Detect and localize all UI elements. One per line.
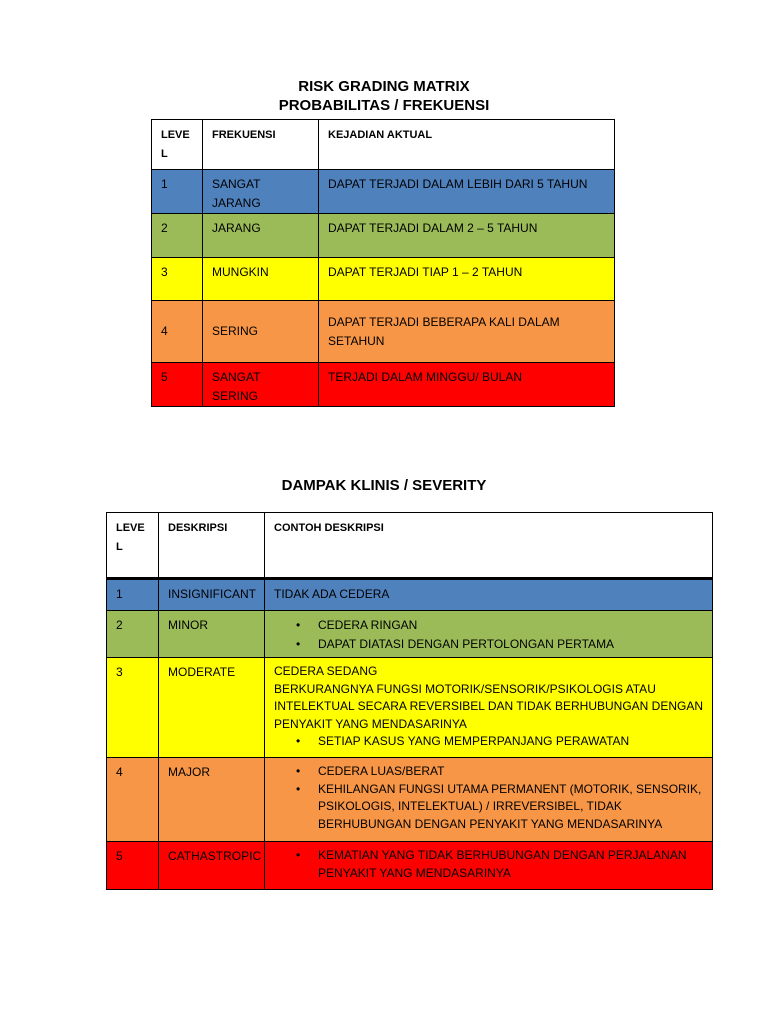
bullet-item: • KEHILANGAN FUNGSI UTAMA PERMANENT (MOTORIK, SENSORIK, PSIKOLOGIS, INTELEKTUAL) / IRREVERSIBEL, TIDAK BERHUBUNGAN DENGAN PENYAKIT YANG MENDASARINYA bbox=[318, 781, 703, 834]
table-row bbox=[152, 214, 615, 258]
example-cell bbox=[265, 758, 713, 842]
description-cell: CATHASTROPIC bbox=[159, 842, 265, 890]
bullet-item: • DAPAT DIATASI DENGAN PERTOLONGAN PERTAMA bbox=[318, 635, 703, 654]
frequency-cell: MUNGKIN bbox=[203, 258, 319, 301]
frequency-header: FREKUENSI bbox=[203, 120, 319, 170]
example-header: CONTOH DESKRIPSI bbox=[265, 513, 713, 579]
description-cell: INSIGNIFICANT bbox=[159, 579, 265, 611]
example-line: CEDERA SEDANG bbox=[274, 664, 378, 678]
severity-title: DAMPAK KLINIS / SEVERITY bbox=[281, 477, 487, 494]
example-bullets bbox=[274, 616, 703, 654]
frequency-cell: SERING bbox=[203, 301, 319, 363]
example-bullets bbox=[274, 733, 703, 751]
event-cell: DAPAT TERJADI TIAP 1 – 2 TAHUN bbox=[319, 258, 615, 301]
example-cell bbox=[265, 658, 713, 758]
example-bullets bbox=[274, 763, 703, 833]
example-cell bbox=[265, 579, 713, 611]
description-cell: MAJOR bbox=[159, 758, 265, 842]
matrix-title: RISK GRADING MATRIX bbox=[298, 78, 470, 95]
table-header-row bbox=[152, 120, 615, 170]
level-cell: 1 bbox=[152, 170, 203, 214]
table-row bbox=[107, 579, 713, 611]
description-header: DESKRIPSI bbox=[159, 513, 265, 579]
probability-title: PROBABILITAS / FREKUENSI bbox=[278, 97, 490, 114]
description-cell: MODERATE bbox=[159, 658, 265, 758]
table-row bbox=[152, 258, 615, 301]
level-header: LEVE L bbox=[107, 513, 159, 579]
event-header: KEJADIAN AKTUAL bbox=[319, 120, 615, 170]
example-cell bbox=[265, 611, 713, 658]
table-row bbox=[107, 658, 713, 758]
level-cell: 4 bbox=[107, 758, 159, 842]
level-cell: 1 bbox=[107, 579, 159, 611]
table-row bbox=[107, 758, 713, 842]
level-cell: 4 bbox=[152, 301, 203, 363]
level-header: LEVE L bbox=[152, 120, 203, 170]
level-cell: 2 bbox=[107, 611, 159, 658]
bullet-item: • KEMATIAN YANG TIDAK BERHUBUNGAN DENGAN PERJALANAN PENYAKIT YANG MENDASARINYA bbox=[318, 847, 703, 882]
example-line: BERKURANGNYA FUNGSI MOTORIK/SENSORIK/PSIKOLOGIS ATAU INTELEKTUAL SECARA REVERSIBEL DAN TIDAK BERHUBUNGAN DENGAN PENYAKIT YANG MENDASARINYA bbox=[274, 681, 703, 731]
event-cell: DAPAT TERJADI DALAM 2 – 5 TAHUN bbox=[319, 214, 615, 258]
level-cell: 5 bbox=[152, 363, 203, 407]
description-cell: MINOR bbox=[159, 611, 265, 658]
level-cell: 5 bbox=[107, 842, 159, 890]
table-row bbox=[107, 611, 713, 658]
frequency-cell: SANGAT SERING bbox=[203, 363, 319, 407]
event-cell: DAPAT TERJADI BEBERAPA KALI DALAM SETAHUN bbox=[319, 301, 615, 363]
table-row bbox=[152, 363, 615, 407]
table-row bbox=[152, 170, 615, 214]
frequency-cell: JARANG bbox=[203, 214, 319, 258]
level-cell: 3 bbox=[107, 658, 159, 758]
bullet-item: • SETIAP KASUS YANG MEMPERPANJANG PERAWATAN bbox=[318, 733, 703, 751]
severity-table bbox=[106, 512, 713, 890]
event-cell: TERJADI DALAM MINGGU/ BULAN bbox=[319, 363, 615, 407]
event-cell: DAPAT TERJADI DALAM LEBIH DARI 5 TAHUN bbox=[319, 170, 615, 214]
table-header-row bbox=[107, 513, 713, 579]
table-row bbox=[107, 842, 713, 890]
probability-table bbox=[151, 119, 615, 407]
table-row bbox=[152, 301, 615, 363]
example-cell bbox=[265, 842, 713, 890]
bullet-item: • CEDERA LUAS/BERAT bbox=[318, 763, 703, 781]
example-line: TIDAK ADA CEDERA bbox=[274, 587, 390, 601]
level-cell: 3 bbox=[152, 258, 203, 301]
bullet-item: • CEDERA RINGAN bbox=[318, 616, 703, 635]
frequency-cell: SANGAT JARANG bbox=[203, 170, 319, 214]
level-cell: 2 bbox=[152, 214, 203, 258]
example-bullets bbox=[274, 847, 703, 882]
